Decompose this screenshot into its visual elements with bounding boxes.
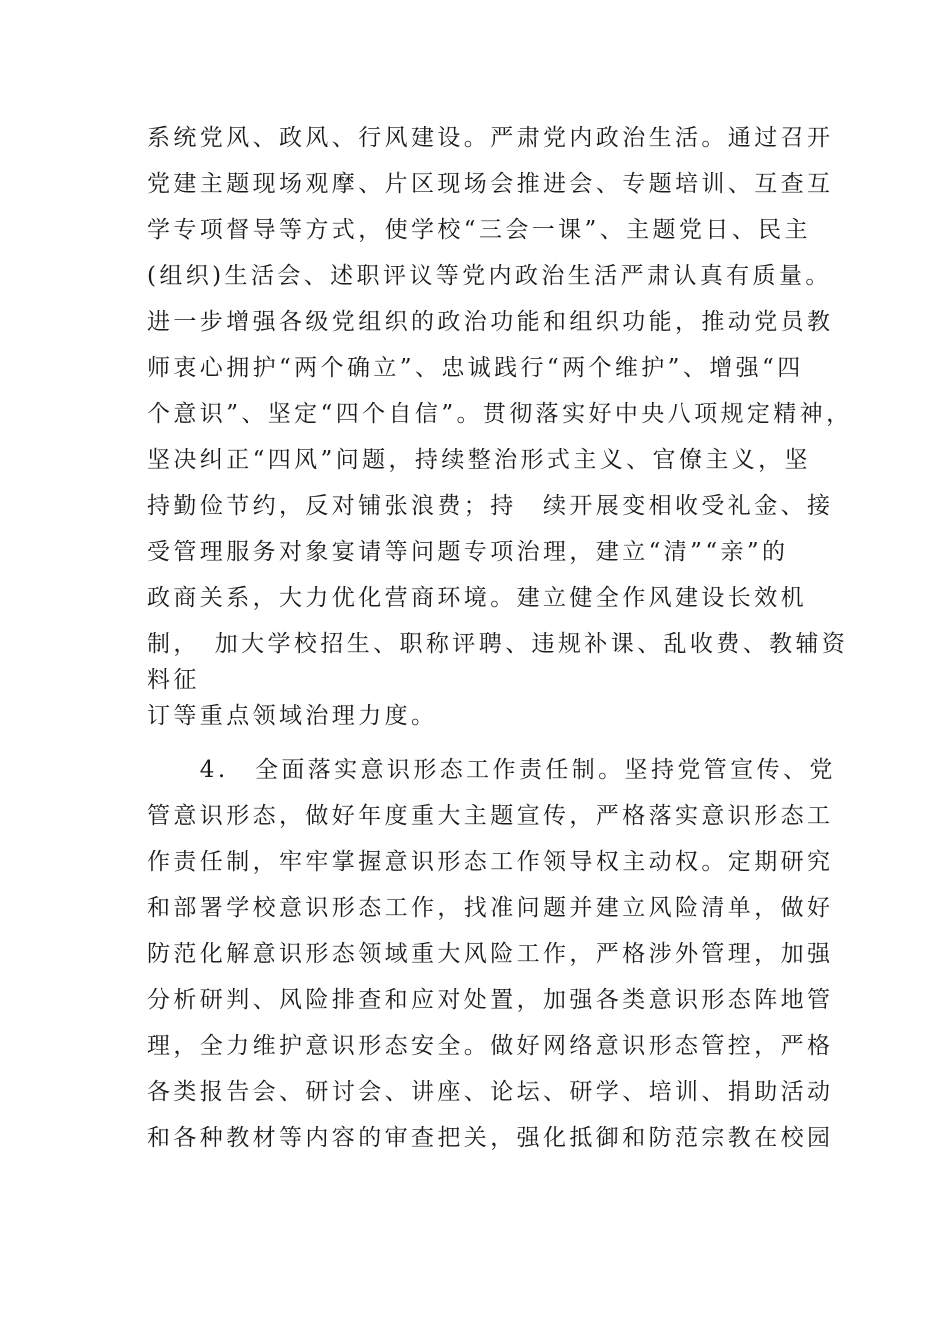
- text-line: 师衷心拥护“两个确立”、忠诚践行“两个维护”、增强“四: [147, 355, 804, 381]
- text-line: 和部署学校意识形态工作，找准问题并建立风险清单，做好: [147, 895, 834, 921]
- text-line: 理，全力维护意识形态安全。做好网络意识形态管控，严格: [147, 1033, 834, 1059]
- text-line: 分析研判、风险排查和应对处置，加强各类意识形态阵地管: [147, 987, 834, 1013]
- text-line: 订等重点领域治理力度。: [147, 703, 438, 729]
- text-line: 作责任制，牢牢掌握意识形态工作领导权主动权。定期研究: [147, 849, 834, 875]
- text-line: 受管理服务对象宴请等问题专项治理，建立“清”“亲”的: [147, 539, 789, 565]
- text-line: 个意识”、坚定“四个自信”。贯彻落实好中央八项规定精神，: [147, 401, 853, 427]
- text-line: (组织)生活会、述职评议等党内政治生活严肃认真有质量。: [147, 263, 832, 289]
- text-line: 管意识形态，做好年度重大主题宣传，严格落实意识形态工: [147, 803, 834, 829]
- text-line: 料征: [147, 667, 200, 693]
- text-line: 坚决纠正“四风”问题，持续整治形式主义、官僚主义，坚: [147, 447, 811, 473]
- text-line: 制， 加大学校招生、职称评聘、违规补课、乱收费、教辅资: [147, 631, 849, 657]
- text-line: 学专项督导等方式，使学校“三会一课”、主题党日、民主: [147, 217, 811, 243]
- text-line: 党建主题现场观摩、片区现场会推进会、专题培训、互查互: [147, 171, 834, 197]
- text-line: 4. 全面落实意识形态工作责任制。坚持党管宣传、党: [147, 757, 836, 783]
- text-line: 和各种教材等内容的审查把关，强化抵御和防范宗教在校园: [147, 1125, 834, 1151]
- text-line: 各类报告会、研讨会、讲座、论坛、研学、培训、捐助活动: [147, 1079, 834, 1105]
- text-line: 防范化解意识形态领域重大风险工作，严格涉外管理，加强: [147, 941, 834, 967]
- text-line: 政商关系，大力优化营商环境。建立健全作风建设长效机: [147, 585, 807, 611]
- text-line: 系统党风、政风、行风建设。严肃党内政治生活。通过召开: [147, 125, 834, 151]
- text-line: 持勤俭节约，反对铺张浪费；持 续开展变相收受礼金、接: [147, 493, 834, 519]
- text-line: 进一步增强各级党组织的政治功能和组织功能，推动党员教: [147, 309, 834, 335]
